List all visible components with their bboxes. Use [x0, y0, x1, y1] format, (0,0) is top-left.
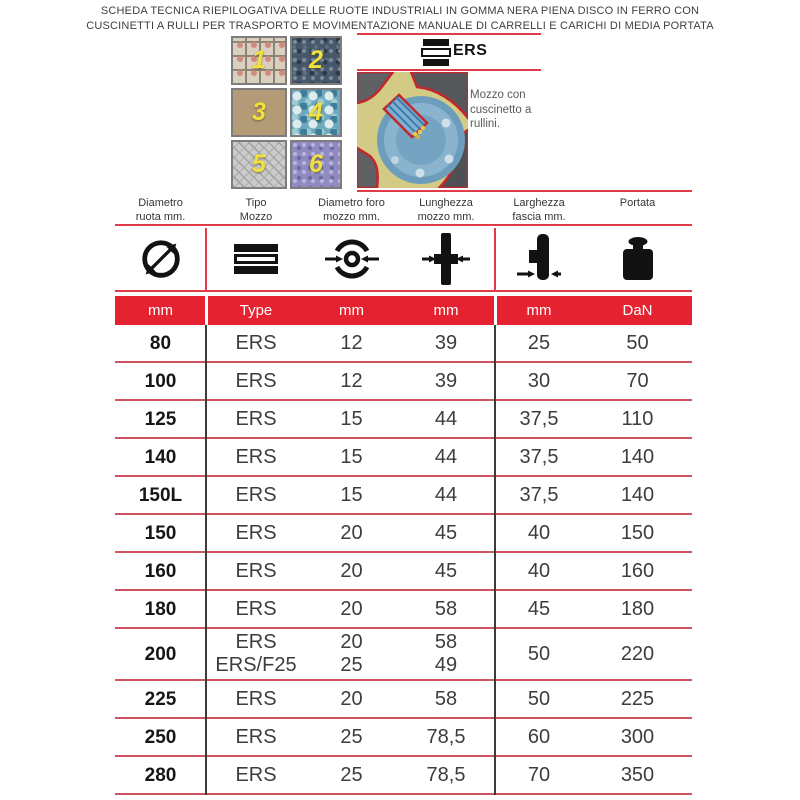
- cell-line: 30: [527, 369, 551, 392]
- header-line: mozzo mm.: [323, 210, 380, 223]
- cell-line: 37,5: [519, 445, 559, 468]
- header-line: Portata: [619, 197, 656, 209]
- unit-label: DaN: [622, 302, 653, 319]
- table-cell: [495, 560, 583, 583]
- cell-line: 37,5: [519, 483, 559, 506]
- divider-line-top: [357, 33, 541, 35]
- cell-line: 160: [144, 560, 177, 582]
- header-line: Mozzo: [239, 210, 273, 223]
- cell-line: 70: [626, 369, 649, 392]
- swatch-carpet: [290, 140, 342, 189]
- column-icons: [115, 228, 692, 292]
- cell-line: ERS: [235, 597, 277, 620]
- cell-line: 78,5: [426, 763, 466, 786]
- table-cell: [495, 726, 583, 749]
- data-rows: [115, 325, 692, 795]
- table-row: [115, 439, 692, 477]
- swatch-asphalt: [290, 36, 342, 85]
- cell-line: 70: [527, 763, 551, 786]
- column-divider: [494, 228, 496, 292]
- cell-line: 50: [527, 687, 551, 710]
- cell-line: ERS: [235, 369, 277, 392]
- cell-line: 78,5: [426, 725, 466, 748]
- table-cell: [397, 598, 495, 621]
- cell-line: 150L: [138, 484, 183, 506]
- column-divider: [205, 228, 207, 292]
- divider-line-bottom: [357, 190, 692, 192]
- swatch-number: 1: [252, 46, 266, 74]
- cell-line: 45: [527, 597, 551, 620]
- cell-line: 15: [340, 483, 363, 506]
- table-cell: [206, 598, 306, 621]
- unit-label: mm: [339, 302, 364, 319]
- cell-line: 15: [340, 445, 363, 468]
- table-cell: [115, 688, 206, 711]
- table-cell: [583, 688, 692, 711]
- table-cell: [206, 522, 306, 545]
- table-cell: [583, 370, 692, 393]
- table-cell: [115, 332, 206, 355]
- cell-line: 12: [340, 331, 363, 354]
- header-line: Diametro: [138, 197, 183, 209]
- cell-line: 45: [434, 559, 458, 582]
- page-title: [50, 4, 750, 33]
- table-cell: [306, 446, 397, 469]
- header-line: ruota mm.: [135, 210, 186, 223]
- unit-label: mm: [433, 302, 459, 319]
- hub-type-icon: [421, 39, 453, 68]
- table-cell: [115, 643, 206, 666]
- table-cell: [495, 522, 583, 545]
- cell-line: ERS: [235, 445, 277, 468]
- cell-line: 15: [340, 407, 363, 430]
- table-cell: [495, 370, 583, 393]
- hub-caption: Mozzo con cuscinetto a rullini.: [470, 89, 532, 130]
- cell-line: 150: [620, 521, 655, 544]
- hub-bar-top: [423, 39, 449, 46]
- cell-line: ERS: [235, 763, 277, 786]
- cell-line: 250: [144, 726, 177, 748]
- unit-label: mm: [526, 302, 552, 319]
- table-cell: [495, 643, 583, 666]
- table-cell: [206, 631, 306, 677]
- application-swatches: [231, 36, 342, 189]
- table-cell: [397, 764, 495, 787]
- table-cell: [115, 726, 206, 749]
- table-cell: [306, 598, 397, 621]
- swatch-number: 5: [252, 150, 266, 178]
- swatch-checker-plate: [231, 140, 287, 189]
- table-cell: [115, 408, 206, 431]
- table-cell: [495, 764, 583, 787]
- cell-line: ERS: [235, 559, 277, 582]
- table-cell: [583, 522, 692, 545]
- table-cell: [306, 332, 397, 355]
- cell-line: 150: [144, 522, 177, 544]
- cell-line: ERS: [235, 521, 277, 544]
- cell-line: 37,5: [519, 407, 559, 430]
- header-hub-length: [397, 195, 495, 224]
- cell-line: 60: [527, 725, 551, 748]
- table-cell: [115, 484, 206, 507]
- header-tread-width: [495, 195, 583, 224]
- table-row: [115, 553, 692, 591]
- cell-line: 25: [340, 763, 363, 786]
- cell-line: 25: [340, 654, 363, 676]
- table-cell: [206, 726, 306, 749]
- cell-line: 44: [434, 407, 458, 430]
- cell-line: 50: [626, 331, 649, 354]
- table-cell: [397, 332, 495, 355]
- cell-line: ERS: [235, 407, 277, 430]
- cell-line: 110: [621, 407, 654, 430]
- divider-line-logo: [357, 69, 541, 71]
- table-row: [115, 719, 692, 757]
- unit-label: Type: [239, 302, 273, 319]
- table-row: [115, 591, 692, 629]
- table-row: [115, 477, 692, 515]
- table-cell: [115, 598, 206, 621]
- table-cell: [115, 764, 206, 787]
- hub-length-icon: [397, 228, 495, 290]
- cell-line: 200: [144, 643, 177, 665]
- cell-line: 100: [144, 370, 177, 392]
- table-row: [115, 363, 692, 401]
- table-cell: [397, 560, 495, 583]
- table-cell: [397, 688, 495, 711]
- column-divider: [494, 325, 496, 795]
- cell-line: 44: [434, 445, 458, 468]
- wheel-diameter-icon: [115, 228, 206, 290]
- cell-line: 50: [527, 642, 551, 665]
- header-wheel-diameter: [115, 195, 206, 224]
- hub-bar-middle: [421, 48, 451, 57]
- cell-line: 44: [434, 483, 458, 506]
- column-headers: [115, 195, 692, 226]
- table-row: [115, 681, 692, 719]
- header-line: fascia mm.: [512, 210, 566, 223]
- table-cell: [583, 643, 692, 666]
- table-cell: [397, 370, 495, 393]
- table-cell: [206, 764, 306, 787]
- cell-line: 220: [620, 642, 655, 665]
- cell-line: 300: [620, 725, 655, 748]
- header-load-capacity: [583, 195, 692, 224]
- cell-line: 180: [620, 597, 655, 620]
- table-cell: [495, 446, 583, 469]
- table-cell: [206, 484, 306, 507]
- table-cell: [306, 560, 397, 583]
- cell-line: 80: [149, 332, 172, 354]
- cell-line: 12: [340, 369, 363, 392]
- hub-type-icon: [206, 228, 306, 290]
- hub-bar-bottom: [423, 59, 449, 66]
- hub-type-code: ERS: [453, 42, 488, 59]
- cell-line: ERS: [235, 331, 277, 354]
- cell-line: 280: [144, 764, 177, 786]
- table-cell: [583, 332, 692, 355]
- cell-line: 58: [434, 687, 458, 710]
- table-cell: [115, 370, 206, 393]
- table-cell: [495, 332, 583, 355]
- cell-line: 350: [620, 763, 655, 786]
- table-cell: [583, 598, 692, 621]
- cell-line: 39: [434, 369, 458, 392]
- cell-line: 20: [340, 521, 363, 544]
- table-cell: [397, 408, 495, 431]
- cell-line: 225: [144, 688, 177, 710]
- table-cell: [306, 764, 397, 787]
- cell-line: 180: [144, 598, 177, 620]
- swatch-number: 2: [309, 46, 323, 74]
- cell-line: 25: [340, 725, 363, 748]
- table-row: [115, 401, 692, 439]
- title-line2: CUSCINETTI A RULLI PER TRASPORTO E MOVIMENTAZIONE MANUALE DI CARRELLI E CARICHI DI MEDIA PORTATA: [86, 19, 714, 32]
- cell-line: 125: [144, 408, 177, 430]
- cell-line: ERS/F25: [215, 654, 297, 676]
- table-cell: [115, 446, 206, 469]
- cell-line: ERS: [235, 631, 277, 653]
- cell-line: 20: [340, 597, 363, 620]
- cell-line: 58: [434, 597, 458, 620]
- unit-row: [115, 296, 692, 325]
- cell-line: 20: [340, 631, 363, 653]
- table-cell: [306, 522, 397, 545]
- header-hub-type: [206, 195, 306, 224]
- cell-line: 40: [527, 521, 551, 544]
- table-cell: [206, 560, 306, 583]
- table-cell: [306, 631, 397, 677]
- header-line: Diametro foro: [318, 197, 385, 209]
- swatch-number: 4: [309, 98, 323, 126]
- hub-illustration: [357, 72, 468, 188]
- cell-line: ERS: [235, 725, 277, 748]
- table-cell: [583, 560, 692, 583]
- cell-line: 20: [340, 559, 363, 582]
- header-bore-diameter: [306, 195, 397, 224]
- header-line: Larghezza: [513, 197, 565, 209]
- table-row: [115, 325, 692, 363]
- cell-line: 49: [434, 654, 458, 676]
- table-cell: [397, 484, 495, 507]
- cell-line: 20: [340, 687, 363, 710]
- cell-line: 140: [620, 445, 655, 468]
- bore-diameter-icon: [306, 228, 397, 290]
- table-cell: [583, 726, 692, 749]
- swatch-paving: [231, 36, 287, 85]
- cell-line: 25: [527, 331, 551, 354]
- table-cell: [306, 688, 397, 711]
- swatch-smooth-floor: [231, 88, 287, 137]
- table-cell: [206, 370, 306, 393]
- table-cell: [583, 446, 692, 469]
- header-line: Lunghezza: [419, 197, 473, 209]
- table-cell: [206, 446, 306, 469]
- header-line: Tipo: [245, 197, 267, 209]
- band-gap: [205, 296, 208, 325]
- cell-line: 225: [620, 687, 655, 710]
- table-cell: [397, 726, 495, 749]
- table-cell: [583, 484, 692, 507]
- table-row: [115, 629, 692, 681]
- table-cell: [206, 408, 306, 431]
- cell-line: 160: [620, 559, 655, 582]
- cell-line: 58: [434, 631, 458, 653]
- spec-table: [115, 195, 692, 797]
- table-row: [115, 757, 692, 795]
- table-cell: [115, 560, 206, 583]
- cell-line: ERS: [235, 687, 277, 710]
- column-divider: [205, 325, 207, 795]
- band-gap: [494, 296, 497, 325]
- table-cell: [206, 332, 306, 355]
- cell-line: 140: [620, 483, 655, 506]
- title-line1: SCHEDA TECNICA RIEPILOGATIVA DELLE RUOTE INDUSTRIALI IN GOMMA NERA PIENA DISCO IN FERRO CON: [100, 5, 700, 17]
- header-line: mozzo mm.: [417, 210, 475, 223]
- table-cell: [583, 408, 692, 431]
- cell-line: 40: [527, 559, 551, 582]
- table-cell: [495, 598, 583, 621]
- swatch-number: 6: [309, 150, 323, 178]
- cell-line: 39: [434, 331, 458, 354]
- unit-label: mm: [148, 302, 173, 319]
- table-cell: [306, 408, 397, 431]
- cell-line: ERS: [235, 483, 277, 506]
- swatch-number: 3: [252, 98, 266, 126]
- table-cell: [495, 484, 583, 507]
- table-cell: [115, 522, 206, 545]
- table-cell: [306, 484, 397, 507]
- table-cell: [397, 446, 495, 469]
- table-row: [115, 515, 692, 553]
- table-cell: [495, 408, 583, 431]
- table-cell: [495, 688, 583, 711]
- cell-line: 140: [144, 446, 177, 468]
- load-capacity-icon: [583, 228, 692, 290]
- table-cell: [306, 726, 397, 749]
- table-cell: [306, 370, 397, 393]
- table-cell: [397, 522, 495, 545]
- tread-width-icon: [495, 228, 583, 290]
- table-cell: [583, 764, 692, 787]
- swatch-gravel: [290, 88, 342, 137]
- table-cell: [206, 688, 306, 711]
- table-cell: [397, 631, 495, 677]
- cell-line: 45: [434, 521, 458, 544]
